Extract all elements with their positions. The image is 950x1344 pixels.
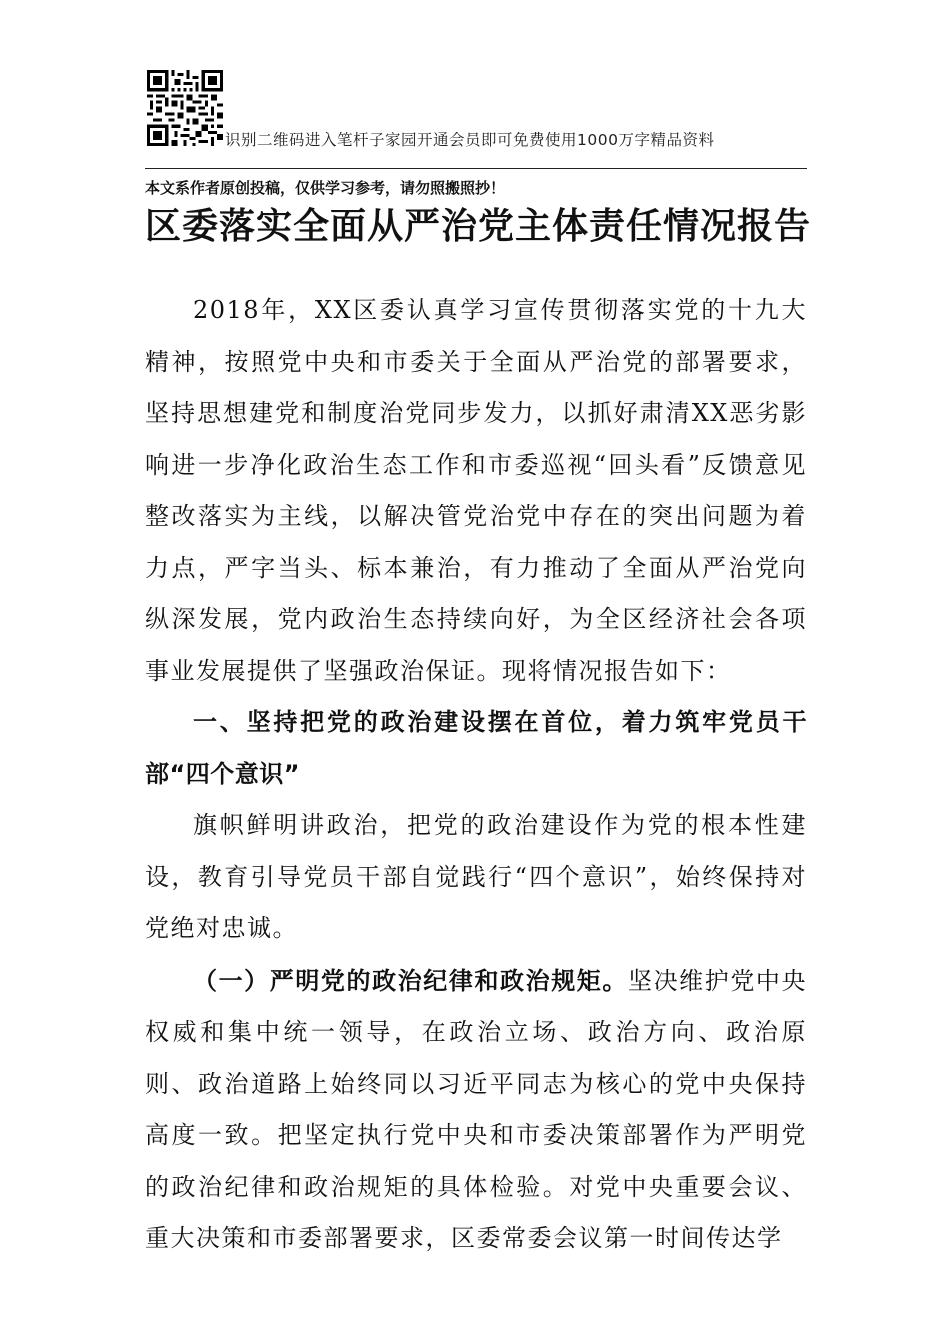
section-1-heading: 一、坚持把党的政治建设摆在首位，着力筑牢党员干部“四个意识” [145, 708, 807, 788]
document-title: 区委落实全面从严治党主体责任情况报告 [145, 205, 812, 247]
subsection-1-heading: （一）严明党的政治纪律和政治规矩。 [193, 965, 628, 995]
copyright-notice: 本文系作者原创投稿，仅供学习参考，请勿照搬照抄！ [145, 179, 506, 197]
document-body [145, 285, 807, 1265]
section-1-paragraph: 旗帜鲜明讲政治，把党的政治建设作为党的根本性建设，教育引导党员干部自觉践行“四个意识”，始终保持对党绝对忠诚。 [145, 811, 807, 942]
subsection-1-paragraph [145, 955, 807, 1265]
qr-code-icon [147, 70, 223, 146]
header-divider [145, 168, 807, 169]
intro-paragraph: 2018年，XX区委认真学习宣传贯彻落实党的十九大精神，按照党中央和市委关于全面从严治党的部署要求，坚持思想建党和制度治党同步发力，以抓好肃清XX恶劣影响进一步净化政治生态工作和市委巡视“回头看”反馈意见整改落实为主线，以解决管党治党中存在的突出问题为着力点，严字当头、标本兼治，有力推动了全面从严治党向纵深发展，党内政治生态持续向好，为全区经济社会各项事业发展提供了坚强政治保证。现将情况报告如下： [145, 296, 807, 685]
subsection-1-text: 坚决维护党中央权威和集中统一领导，在政治立场、政治方向、政治原则、政治道路上始终同以习近平同志为核心的党中央保持高度一致。把坚定执行党中央和市委决策部署作为严明党的政治纪律和政治规矩的具体检验。对党中央重要会议、重大决策和市委部署要求，区委常委会议第一时间传达学 [145, 966, 808, 1252]
page-header [145, 68, 807, 168]
header-banner-text: 识别二维码进入笔杆子家园开通会员即可免费使用1000万字精品资料 [225, 131, 715, 149]
